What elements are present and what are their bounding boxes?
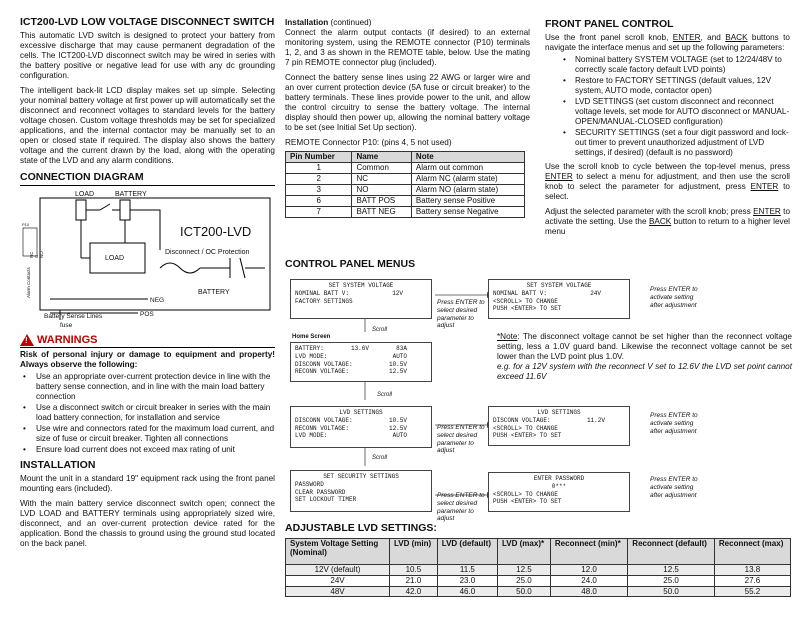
scroll-label: Scroll [372,327,388,333]
table-cell: 12.5 [498,565,551,576]
menu-label: <SCROLL> TO CHANGE [493,424,558,432]
note-label: *Note [497,332,518,341]
control-panel-heading: CONTROL PANEL MENUS [285,258,416,270]
pin-number: 6 [286,196,352,207]
table-row [286,196,525,207]
menu-title: LVD SETTINGS [537,409,581,416]
table-cell: 10.5 [390,565,438,576]
menu-label: LVD MODE: [295,352,328,360]
menu-value: 12.5V [388,424,407,432]
menu-value: 12V [392,289,403,297]
list-item: • Use wire and connectors rated for the maximum load current, and size of fuse or circuit breaker. Tighten all connections [20,424,275,444]
menu-title: LVD SETTINGS [339,409,383,416]
front-panel-paragraph-3 [545,207,790,237]
pin-number: 3 [286,185,352,196]
table-cell: 24.0 [550,575,627,586]
table-cell: 50.0 [628,586,715,597]
menu-title: SET SYSTEM VOLTAGE [526,282,592,289]
table-cell: 11.5 [437,565,497,576]
right-column [545,16,790,242]
pin-note: Battery sense Positive [411,196,524,207]
table-cell: 25.0 [498,575,551,586]
lvd-header: System Voltage Setting (Nominal) [286,539,390,565]
adjustable-lvd-table [285,538,791,597]
menu-label: LVD MODE: [295,432,328,440]
menu-label: PUSH <ENTER> TO SET [493,498,562,506]
table-row [286,575,791,586]
menu-label: RECONN VOLTAGE: [295,424,350,432]
front-panel-paragraph-1 [545,33,790,53]
pin-note: Battery sense Negative [411,207,524,218]
list-item: • Restore to FACTORY SETTINGS (default values, 12V system, AUTO mode, contactor open) [545,76,790,96]
table-cell: 21.0 [390,575,438,586]
text-run: to select a menu for adjustment, and then use the scroll knob to select the parameter for adjustment, press [545,171,790,191]
press-enter-select-1: Press ENTER to select desired parameter to adjust [437,299,485,330]
warnings-header [20,334,275,347]
table-cell: 48V [286,586,390,597]
install-continued-paragraph-2: Connect the battery sense lines using 22 AWG or larger wire and an over current protection device (5A fuse or circuit breaker) to the battery terminals. These lines provide power to the unit, and allow the control circuitry to sense the battery voltage. The internal display should then power up, allowing the nominal battery voltage to be set (see Initial Set Up section). [285,73,530,132]
text-run: to activate the setting. Use the [545,206,790,226]
pin-name: Common [352,163,411,174]
menu-security-settings[interactable] [290,470,432,512]
warnings-rule [20,347,275,348]
pin-note: Alarm NO (alarm state) [411,185,524,196]
menu-title: SET SECURITY SETTINGS [323,473,399,480]
press-enter-select-2: Press ENTER to select desired parameter to adjust [437,424,485,455]
home-screen-label: Home Screen [292,334,331,340]
table-cell: 50.0 [498,586,551,597]
doc-title: ICT200-LVD LOW VOLTAGE DISCONNECT SWITCH [20,16,275,28]
left-column [20,14,275,554]
menu-label: NOMINAL BATT V: [493,289,548,297]
enter-ref: ENTER [750,181,779,191]
connection-diagram [20,188,275,328]
menu-value: AUTO [392,432,407,440]
menu-value: 24V [590,289,601,297]
table-cell: 12.0 [550,565,627,576]
table-cell: 25.0 [628,575,715,586]
menu-system-voltage[interactable] [290,279,432,319]
warnings-lead: Risk of personal injury or damage to equipment and property! Always observe the following: [20,350,275,369]
menu-label: SET LOCKOUT TIMER [295,496,357,504]
install-continued-suffix: (continued) [328,18,372,27]
menu-label: DISCONN VOLTAGE: [295,360,353,368]
pin-number: 2 [286,174,352,185]
pin-number: 1 [286,163,352,174]
middle-column [285,18,530,218]
pin-header-name: Name [352,152,411,163]
warnings-title: WARNINGS [37,333,98,346]
warning-triangle-icon: ! [20,334,34,346]
pin-header-note: Note [411,152,524,163]
front-panel-paragraph-2 [545,162,790,202]
note-text: : The disconnect voltage cannot be set higher than the reconnect voltage setting, less a 1.0V guard band. Likewise the reconnect voltage cannot be set lower than the LVD point plus 1.0V. [497,332,792,361]
menu-title: SET SYSTEM VOLTAGE [328,282,394,289]
table-row [286,586,791,597]
pin-number: 7 [286,207,352,218]
menu-value: 0*** [551,482,567,490]
pin-name: BATT NEG [352,207,411,218]
diagram-neg: NEG [150,296,165,304]
lvd-header: LVD (min) [390,539,438,565]
menu-value: 11.2V [586,416,605,424]
pin-note: Alarm out common [411,163,524,174]
back-ref: BACK [648,216,672,226]
pin-name: NO [352,185,411,196]
menu-home-screen[interactable] [290,342,432,382]
list-item: • Ensure load current does not exceed max rating of unit [20,445,275,455]
table-row [286,207,525,218]
scroll-label: Scroll [372,455,388,461]
diagram-model: ICT200-LVD [180,223,252,239]
menu-label: <SCROLL> TO CHANGE [493,297,558,305]
text-run: Use the scroll knob to cycle between the top-level menus, press [545,161,790,171]
table-row [286,163,525,174]
text-run: Adjust the selected parameter with the scroll knob; press [545,206,754,216]
pin-name: BATT POS [352,196,411,207]
warnings-list [20,372,275,455]
table-cell: 55.2 [714,586,790,597]
diagram-c: C [34,254,39,258]
diagram-fuse: fuse [60,321,73,328]
menu-value: 10.5V [388,360,407,368]
menu-label: <SCROLL> TO CHANGE [493,490,558,498]
diagram-battery-top: BATTERY [115,190,147,198]
diagram-p10: P10 [22,221,30,227]
table-cell: 24V [286,575,390,586]
text-run: , and [700,32,726,42]
press-enter-activate-3: Press ENTER to activate setting after adjustment [650,476,698,499]
diagram-alarm-contacts: Alarm Contacts [26,266,31,298]
lvd-header: LVD (default) [437,539,497,565]
parameter-list [545,55,790,158]
table-row [286,565,791,576]
diagram-battery-box: BATTERY [198,288,230,296]
diagram-no: NO [39,250,44,258]
menu-label: DISCONN VOLTAGE: [493,416,551,424]
pin-name: NC [352,174,411,185]
table-cell: 27.6 [714,575,790,586]
menu-value: AUTO [392,352,407,360]
lvd-note [497,332,792,382]
menu-title: ENTER PASSWORD [533,475,585,482]
diagram-sense: Battery Sense Lines [44,312,103,320]
list-item: • Use an appropriate over-current protection device in line with the battery sense connection, and in line with the main load battery connection [20,372,275,402]
menu-label: PUSH <ENTER> TO SET [493,305,562,313]
enter-ref: ENTER [753,206,781,216]
press-enter-activate-1: Press ENTER to activate setting after adjustment [650,286,698,309]
lvd-header: LVD (max)* [498,539,551,565]
diagram-load-top: LOAD [75,190,95,198]
text-run: buttons to navigate the interface menus and set up the following parameters: [545,32,790,52]
table-cell: 12.5 [628,565,715,576]
installation-paragraph-1: Mount the unit in a standard 19" equipment rack using the front panel mounting ears (included). [20,473,275,493]
menu-value: 13.6V [350,345,369,352]
diagram-nc: NC [29,251,34,258]
diagram-disconnect: Disconnect / OC Protection [165,248,250,256]
install-continued-heading [285,18,530,28]
menu-label: DISCONN VOLTAGE: [295,416,353,424]
list-item: • SECURITY SETTINGS (set a four digit password and lock-out timer to prevent unauthorized adjustment of LVD settings, if desired) (default is no password) [545,128,790,158]
scroll-label: Scroll [377,392,393,398]
connection-diagram-heading: CONNECTION DIAGRAM [20,171,275,186]
remote-caption: REMOTE Connector P10: (pins 4, 5 not used) [285,138,452,147]
table-cell: 42.0 [390,586,438,597]
lvd-header: Reconnect (default) [628,539,715,565]
installation-paragraph-2: With the main battery service disconnect switch open; connect the LVD LOAD and BATTERY terminals using appropriately sized wire, disconnect, and an over-current protection device rated for the application. Bond the chassis to ground using the ground stud located on the back panel. [20,498,275,548]
lvd-header: Reconnect (max) [714,539,790,565]
menu-system-voltage-edit[interactable] [488,279,630,319]
diagram-pos: POS [140,310,154,318]
table-cell: 23.0 [437,575,497,586]
text-run: button to return to a higher level menu [545,216,790,236]
lvd-header: Reconnect (min)* [550,539,627,565]
enter-ref: ENTER [672,32,701,42]
table-cell: 48.0 [550,586,627,597]
install-continued-paragraph-1: Connect the alarm output contacts (if desired) to an external monitoring system, using the REMOTE connector (P10) terminals 1, 2, and 3 as shown in the REMOTE table, below. Use the mating 7 pin REMOTE connector plug (included). [285,28,530,67]
remote-pin-table [285,151,525,218]
table-cell: 12V (default) [286,565,390,576]
menu-value: 12.5V [388,368,407,376]
menu-enter-password[interactable] [488,472,630,512]
note-example: e.g. for a 12V system with the reconnect V set to 12.6V the LVD set point cannot exceed 11.6V [497,362,792,381]
menu-label: PASSWORD [295,480,324,488]
press-enter-select-3: Press ENTER to select desired parameter to adjust [437,492,485,523]
pin-note: Alarm NC (alarm state) [411,174,524,185]
menu-value: 10.5V [388,416,407,424]
press-enter-activate-2: Press ENTER to activate setting after adjustment [650,412,698,435]
menu-label: RECONN VOLTAGE: [295,368,350,376]
enter-ref: ENTER [545,171,573,181]
table-row [286,174,525,185]
list-item: • Use a disconnect switch or circuit breaker in series with the main load battery connection, for installation and service [20,403,275,423]
menu-lvd-settings-edit[interactable] [488,406,630,446]
table-cell: 13.8 [714,565,790,576]
menu-label: CLEAR PASSWORD [295,488,346,496]
list-item: • LVD SETTINGS (set custom disconnect and reconnect voltage levels, set mode for AUTO disconnect or MANUAL-OPEN/MANUAL-CLOSED configuration) [545,97,790,127]
adjustable-lvd-heading: ADJUSTABLE LVD SETTINGS: [285,522,437,534]
back-ref: BACK [725,32,748,42]
menu-value: 83A [396,345,407,352]
intro-paragraph-2: The intelligent back-lit LCD display makes set up simple. Selecting your nominal battery voltage at first power up will automatically set the disconnect and reconnect voltages to standard levels for the battery voltage chosen. Custom voltage thresholds may be set for specialized applications, and the internal contactor may be manually set to an open or closed state if required. The display also shows the battery voltage and the current drawn by the load, along with the operating state of the LVD and any alarm conditions. [20,85,275,165]
menu-lvd-settings[interactable] [290,406,432,448]
text-run: to select. [545,181,790,201]
diagram-load-box: LOAD [105,254,125,262]
menu-label: BATTERY: [295,345,324,352]
list-item: • Nominal battery SYSTEM VOLTAGE (set to 12/24/48V to correctly scale factory default LVD points) [545,55,790,75]
table-cell: 46.0 [437,586,497,597]
installation-heading: INSTALLATION [20,459,96,471]
menu-label: NOMINAL BATT V: [295,289,350,297]
install-continued-bold: Installation [285,18,329,27]
menu-label: PUSH <ENTER> TO SET [493,432,562,440]
intro-paragraph-1: This automatic LVD switch is designed to protect your battery from excessive discharge that may cause permanent degradation of the cells. The ICT200-LVD disconnect switch may be wired in series with the battery positive or negative lead for use with any dc grounding configuration. [20,30,275,80]
pin-header-number: Pin Number [286,152,352,163]
table-row [286,185,525,196]
menu-label: FACTORY SETTINGS [295,297,353,305]
front-panel-heading: FRONT PANEL CONTROL [545,18,674,30]
text-run: Use the front panel scroll knob, [545,32,673,42]
